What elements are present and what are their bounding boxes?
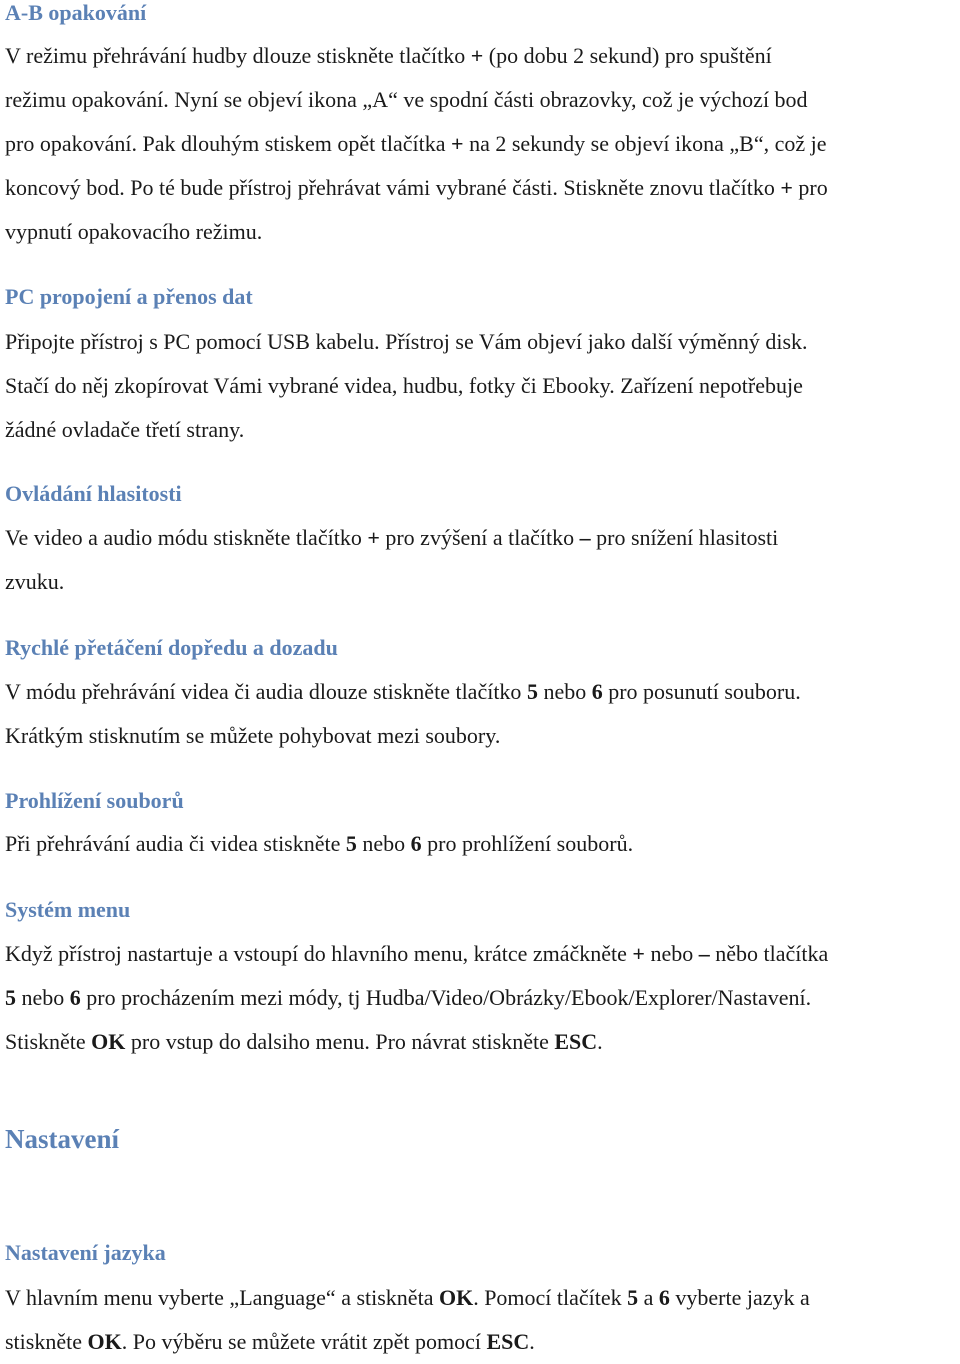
bold-key-label: 6 <box>658 1285 670 1310</box>
text-line: vypnutí opakovacího režimu. <box>5 219 263 244</box>
bold-key-label: + <box>367 525 380 550</box>
bold-key-label: OK <box>91 1029 126 1054</box>
section-body-ab-repeat <box>5 34 960 254</box>
section-heading-language: Nastavení jazyka <box>5 1240 166 1265</box>
bold-key-label: 6 <box>410 831 422 856</box>
bold-key-label: 5 <box>627 1285 639 1310</box>
section-heading-file-browsing: Prohlížení souborů <box>5 788 184 813</box>
chapter-title: Nastavení <box>5 1124 119 1154</box>
bold-key-label: + <box>632 941 645 966</box>
section-body-language <box>5 1276 960 1364</box>
section-heading-pc-connection: PC propojení a přenos dat <box>5 284 253 309</box>
text-line: V hlavním menu vyberte „Language“ a stiskněta OK. Pomocí tlačítek 5 a 6 vyberte jazyk a <box>5 1285 810 1310</box>
section-heading-volume: Ovládání hlasitosti <box>5 481 182 506</box>
bold-key-label: – <box>579 525 591 550</box>
text-line: Stiskněte OK pro vstup do dalsiho menu. Pro návrat stiskněte ESC. <box>5 1029 603 1054</box>
text-line: režimu opakování. Nyní se objeví ikona „A“ ve spodní části obrazovky, což je výchozí bod <box>5 87 808 112</box>
text-line: Při přehrávání audia či videa stiskněte 5 nebo 6 pro prohlížení souborů. <box>5 831 634 856</box>
text-line: pro opakování. Pak dlouhým stiskem opět tlačítka + na 2 sekundy se objeví ikona „B“, což je <box>5 131 827 156</box>
section-body-pc-connection <box>5 320 960 452</box>
text-line: Připojte přístroj s PC pomocí USB kabelu. Přístroj se Vám objeví jako další výměnný disk. <box>5 329 808 354</box>
bold-key-label: OK <box>438 1285 474 1310</box>
bold-key-label: + <box>451 131 464 156</box>
text-line: žádné ovladače třetí strany. <box>5 417 245 442</box>
section-heading-system-menu: Systém menu <box>5 897 131 922</box>
bold-key-label: ESC <box>486 1329 530 1354</box>
text-line: V módu přehrávání videa či audia dlouze stiskněte tlačítko 5 nebo 6 pro posunutí souboru. <box>5 679 801 704</box>
bold-key-label: OK <box>87 1329 122 1354</box>
bold-key-label: + <box>780 175 793 200</box>
text-line: koncový bod. Po té bude přístroj přehrávat vámi vybrané části. Stiskněte znovu tlačítko + pro <box>5 175 828 200</box>
text-line: 5 nebo 6 pro procházením mezi módy, tj Hudba/Video/Obrázky/Ebook/Explorer/Nastavení. <box>5 985 812 1010</box>
text-line: Když přístroj nastartuje a vstoupí do hlavního menu, krátce zmáčkněte + nebo – něbo tlačítka <box>5 941 829 966</box>
bold-key-label: 5 <box>526 679 538 704</box>
bold-key-label: – <box>698 941 710 966</box>
bold-key-label: + <box>470 43 484 68</box>
section-body-fast-forward <box>5 670 960 758</box>
section-heading-fast-forward: Rychlé přetáčení dopředu a dozadu <box>5 635 338 660</box>
text-line: stiskněte OK. Po výběru se můžete vrátit zpět pomocí ESC. <box>5 1329 535 1354</box>
text-line: zvuku. <box>5 569 65 594</box>
section-body-volume <box>5 516 960 604</box>
text-line: V režimu přehrávání hudby dlouze stiskněte tlačítko + (po dobu 2 sekund) pro spuštění <box>5 43 772 68</box>
bold-key-label: 6 <box>69 985 81 1010</box>
section-heading-ab-repeat: A-B opakování <box>5 0 147 25</box>
text-line: Ve video a audio módu stiskněte tlačítko + pro zvýšení a tlačítko – pro snížení hlasitosti <box>5 525 779 550</box>
bold-key-label: 6 <box>591 679 603 704</box>
bold-key-label: ESC <box>554 1029 598 1054</box>
bold-key-label: 5 <box>345 831 357 856</box>
bold-key-label: 5 <box>5 985 16 1010</box>
text-line: Krátkým stisknutím se můžete pohybovat mezi soubory. <box>5 723 501 748</box>
section-body-system-menu <box>5 932 960 1064</box>
section-body-file-browsing <box>5 822 960 866</box>
text-line: Stačí do něj zkopírovat Vámi vybrané videa, hudbu, fotky či Ebooky. Zařízení nepotřebuje <box>5 373 803 398</box>
